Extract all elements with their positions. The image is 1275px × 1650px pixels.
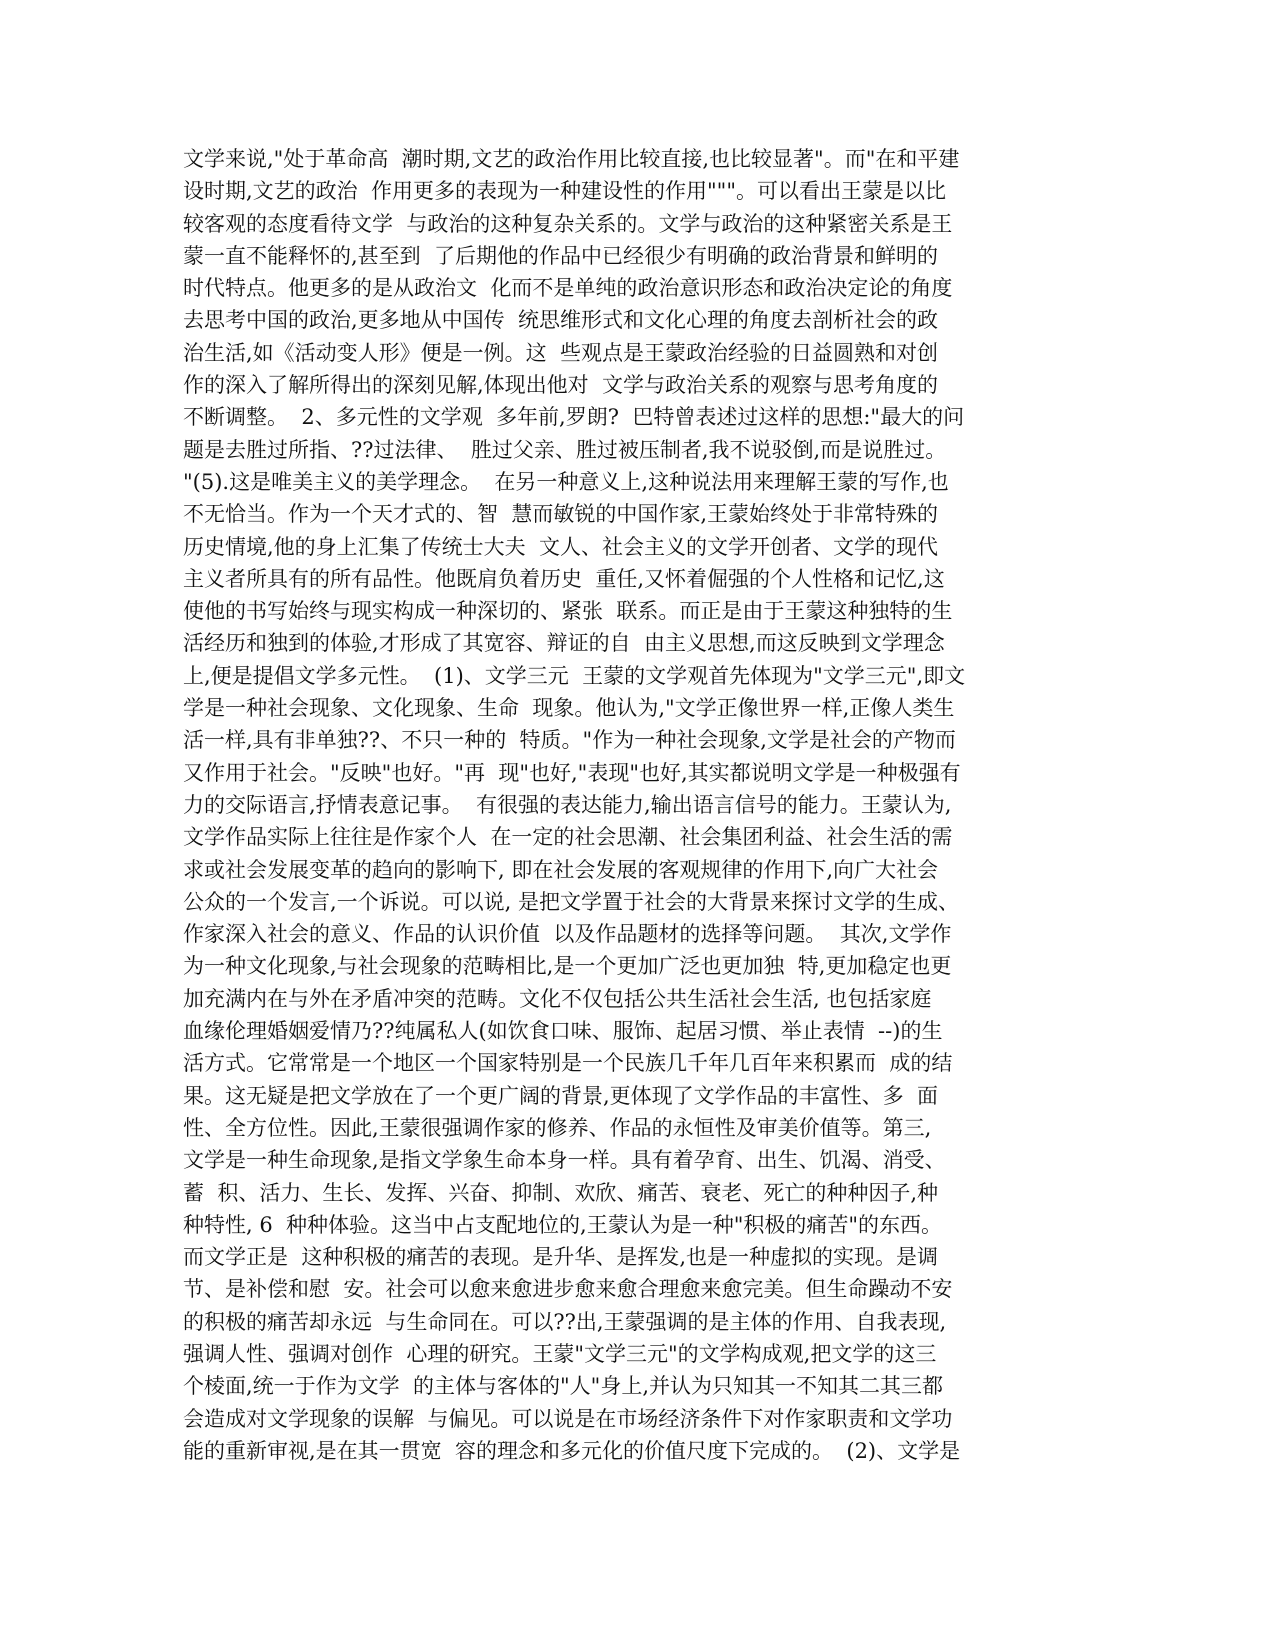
text-line: 文学来说,"处于革命高 潮时期,文艺的政治作用比较直接,也比较显著"。而"在和平建 xyxy=(183,147,960,171)
text-line: 公众的一个发言,一个诉说。可以说, 是把文学置于社会的大背景来探讨文学的生成、 xyxy=(183,889,960,914)
text-line: 力的交际语言,抒情表意记事。 有很强的表达能力,输出语言信号的能力。王蒙认为, xyxy=(183,792,952,817)
text-line: 活经历和独到的体验,才形成了其宽容、辩证的自 由主义思想,而这反映到文学理念 xyxy=(183,631,945,656)
text-line: 会造成对文学现象的误解 与偏见。可以说是在市场经济条件下对作家职责和文学功 xyxy=(183,1406,953,1431)
text-line: 强调人性、强调对创作 心理的研究。王蒙"文学三元"的文学构成观,把文学的这三 xyxy=(183,1341,937,1366)
text-line: 蒙一直不能释怀的,甚至到 了后期他的作品中已经很少有明确的政治背景和鲜明的 xyxy=(183,243,939,268)
text-line: 不无恰当。作为一个天才式的、智 慧而敏锐的中国作家,王蒙始终处于非常特殊的 xyxy=(183,502,939,527)
text-line: 节、是补偿和慰 安。社会可以愈来愈进步愈来愈合理愈来愈完美。但生命躁动不安 xyxy=(183,1277,953,1302)
text-line: 不断调整。 2、多元性的文学观 多年前,罗朗? 巴特曾表述过这样的思想:"最大的问 xyxy=(183,405,965,430)
text-line: 使他的书写始终与现实构成一种深切的、紧张 联系。而正是由于王蒙这种独特的生 xyxy=(183,599,953,624)
text-line: 文学是一种生命现象,是指文学象生命本身一样。具有着孕育、出生、饥渴、消受、 xyxy=(183,1148,946,1173)
text-line: 活方式。它常常是一个地区一个国家特别是一个民族几千年几百年来积累而 成的结 xyxy=(183,1051,953,1076)
text-line: 上,便是提倡文学多元性。 (1)、文学三元 王蒙的文学观首先体现为"文学三元",即文 xyxy=(183,663,966,688)
text-line: 去思考中国的政治,更多地从中国传 统思维形式和文化心理的角度去剖析社会的政 xyxy=(183,308,939,333)
text-line: 为一种文化现象,与社会现象的范畴相比,是一个更加广泛也更加独 特,更加稳定也更 xyxy=(183,954,952,979)
text-line: 题是去胜过所指、??过法律、 胜过父亲、胜过被压制者,我不说驳倒,而是说胜过。 xyxy=(183,437,947,462)
text-line: 求或社会发展变革的趋向的影响下, 即在社会发展的客观规律的作用下,向广大社会 xyxy=(183,857,939,882)
text-line: 设时期,文艺的政治 作用更多的表现为一种建设性的作用"""。可以看出王蒙是以比 xyxy=(183,179,947,204)
text-line: 的积极的痛苦却永远 与生命同在。可以??出,王蒙强调的是主体的作用、自我表现, xyxy=(183,1309,947,1334)
text-line: 性、全方位性。因此,王蒙很强调作家的修养、作品的永恒性及审美价值等。第三, xyxy=(183,1115,932,1140)
text-line: 治生活,如《活动变人形》便是一例。这 些观点是王蒙政治经验的日益圆熟和对创 xyxy=(183,340,939,365)
text-line: 较客观的态度看待文学 与政治的这种复杂关系的。文学与政治的这种紧密关系是王 xyxy=(183,211,953,236)
text-line: 蓄 积、活力、生长、发挥、兴奋、抑制、欢欣、痛苦、衰老、死亡的种种因子,种 xyxy=(183,1180,939,1205)
text-line: 时代特点。他更多的是从政治文 化而不是单纯的政治意识形态和政治决定论的角度 xyxy=(183,276,953,301)
text-line: 种特性, 6 种种体验。这当中占支配地位的,王蒙认为是一种"积极的痛苦"的东西。 xyxy=(183,1212,943,1237)
text-line: 而文学正是 这种积极的痛苦的表现。是升华、是挥发,也是一种虚拟的实现。是调 xyxy=(183,1245,939,1270)
text-line: "(5).这是唯美主义的美学理念。 在另一种意义上,这种说法用来理解王蒙的写作,也 xyxy=(183,469,949,494)
text-line: 个棱面,统一于作为文学 的主体与客体的"人"身上,并认为只知其一不知其二其三都 xyxy=(183,1374,944,1399)
body-text xyxy=(183,143,1063,1467)
text-line: 又作用于社会。"反映"也好。"再 现"也好,"表现"也好,其实都说明文学是一种极强有 xyxy=(183,760,961,785)
text-line: 作的深入了解所得出的深刻见解,体现出他对 文学与政治关系的观察与思考角度的 xyxy=(183,373,939,398)
text-line: 活一样,具有非单独??、不只一种的 特质。"作为一种社会现象,文学是社会的产物而 xyxy=(183,728,956,753)
text-line: 历史情境,他的身上汇集了传统士大夫 文人、社会主义的文学开创者、文学的现代 xyxy=(183,534,939,559)
text-line: 能的重新审视,是在其一贯宽 容的理念和多元化的价值尺度下完成的。 (2)、文学是 xyxy=(183,1438,961,1463)
text-line: 血缘伦理婚姻爱情乃??纯属私人(如饮食口味、服饰、起居习惯、举止表情 --)的生 xyxy=(183,1019,943,1044)
text-line: 加充满内在与外在矛盾冲突的范畴。文化不仅包括公共生活社会生活, 也包括家庭 xyxy=(183,986,932,1011)
text-line: 作家深入社会的意义、作品的认识价值 以及作品题材的选择等问题。 其次,文学作 xyxy=(183,922,952,947)
text-line: 果。这无疑是把文学放在了一个更广阔的背景,更体现了文学作品的丰富性、多 面 xyxy=(183,1083,939,1108)
text-line: 文学作品实际上往往是作家个人 在一定的社会思潮、社会集团利益、社会生活的需 xyxy=(183,825,953,850)
text-line: 主义者所具有的所有品性。他既肩负着历史 重任,又怀着倔强的个人性格和记忆,这 xyxy=(183,566,945,591)
text-line: 学是一种社会现象、文化现象、生命 现象。他认为,"文学正像世界一样,正像人类生 xyxy=(183,696,955,721)
